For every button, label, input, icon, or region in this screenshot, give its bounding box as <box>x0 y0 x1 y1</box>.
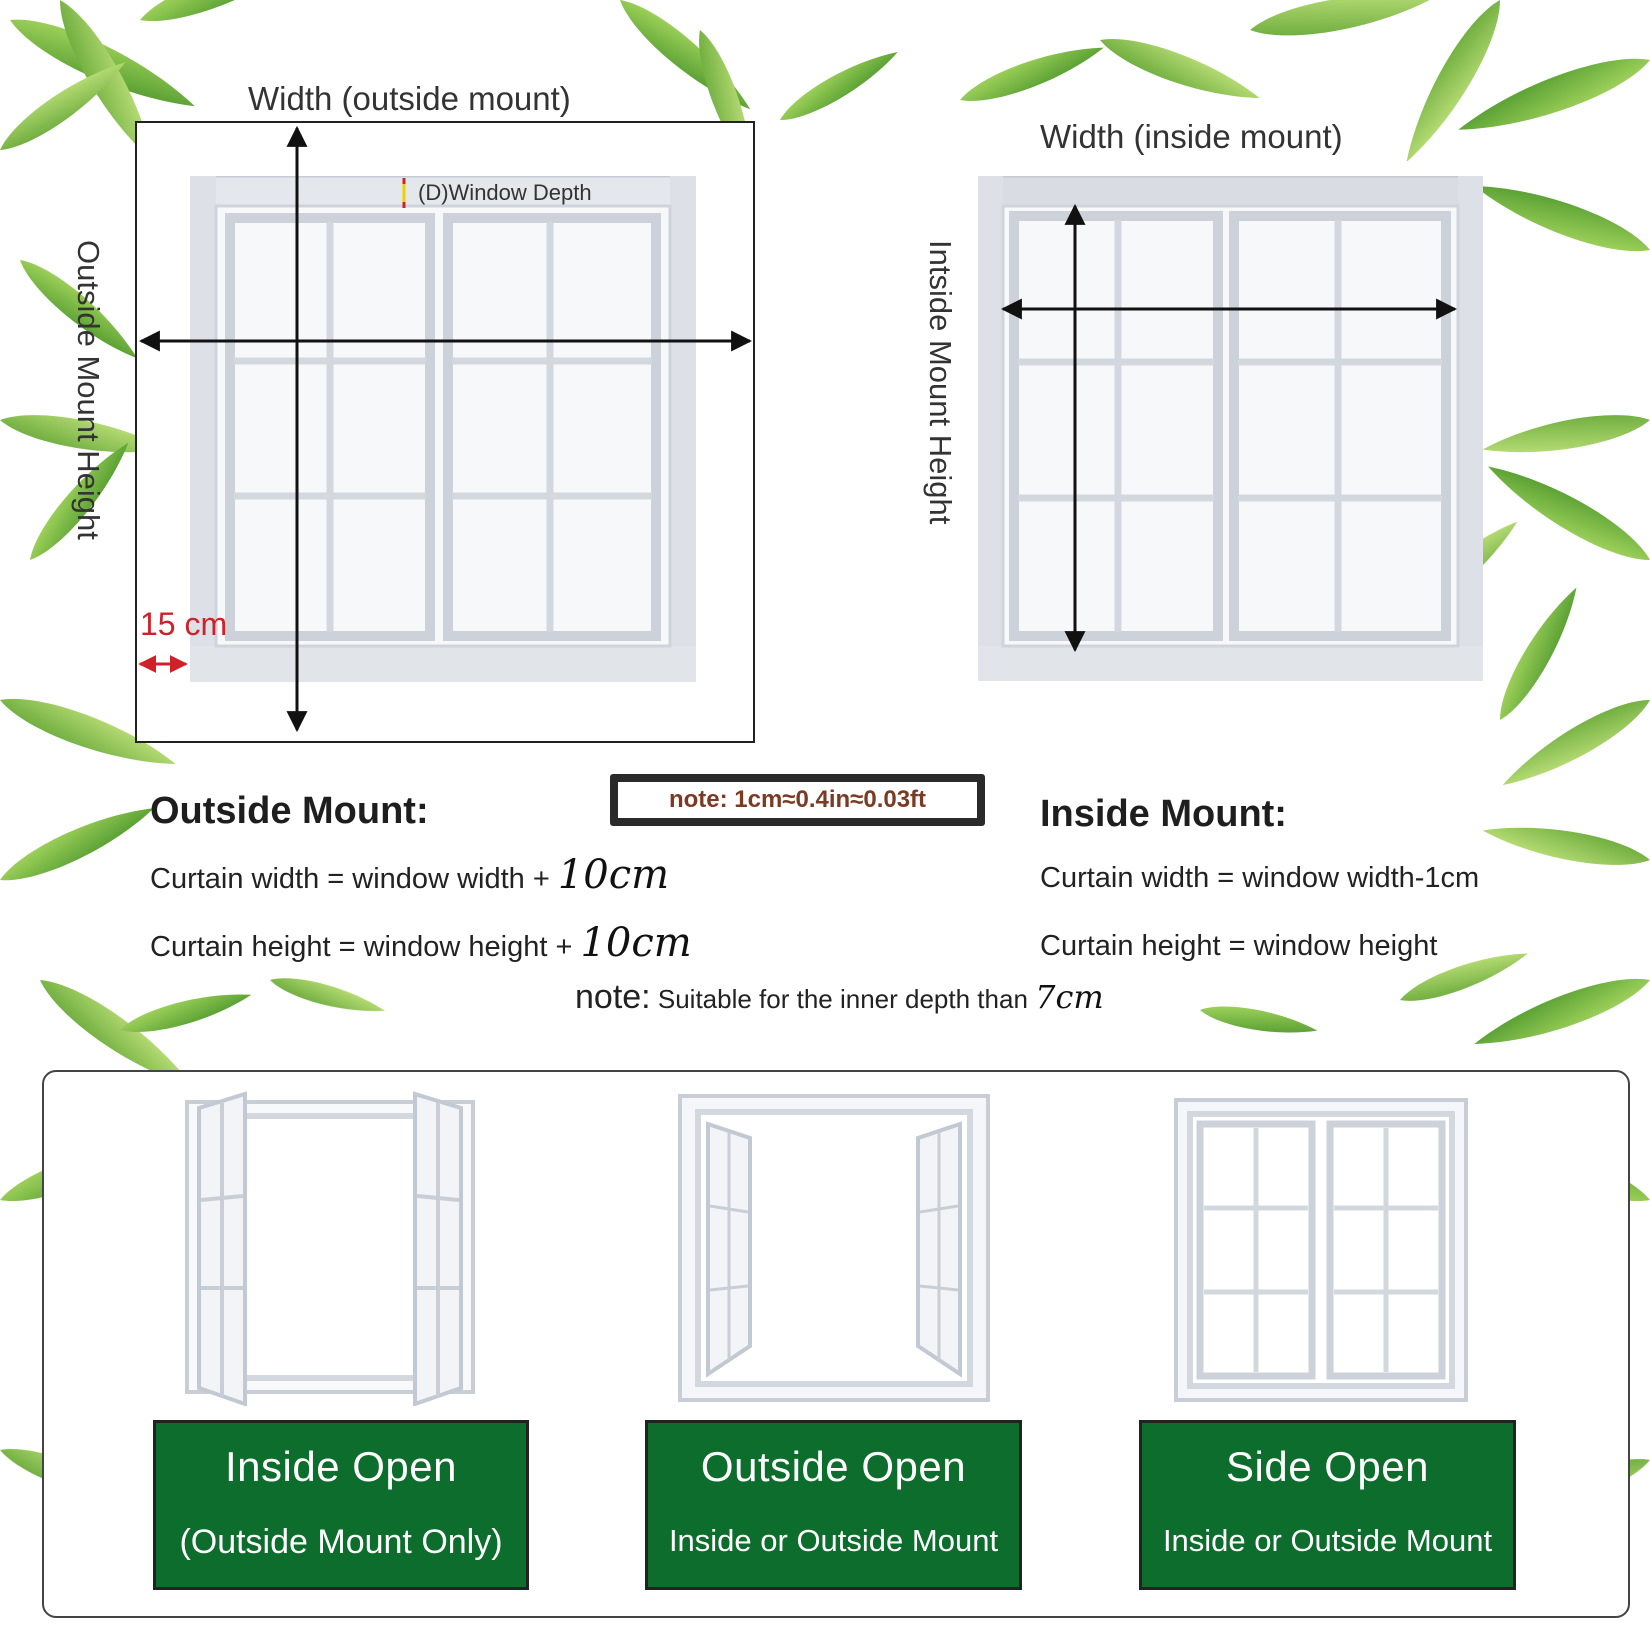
outside-height-label: Outside Mount Height <box>71 240 106 540</box>
outside-mount-heading: Outside Mount: <box>150 790 429 832</box>
window-depth-label: (D)Window Depth <box>418 180 592 205</box>
outside-open-window-icon <box>678 1094 990 1402</box>
outside-height-extra: 10cm <box>580 920 692 966</box>
inside-mount-heading: Inside Mount: <box>1040 793 1287 835</box>
outside-height-text: Curtain height = window height + <box>150 931 573 963</box>
outside-open-subtitle: Inside or Outside Mount <box>668 1523 999 1558</box>
inside-height-label: Intside Mount Height <box>923 240 958 525</box>
side-open-subtitle: Inside or Outside Mount <box>1162 1523 1493 1558</box>
margin-15cm-label: 15 cm <box>140 606 228 642</box>
outside-height-formula <box>150 920 692 966</box>
inside-height-formula: Curtain height = window height <box>1040 930 1438 962</box>
outside-width-extra: 10cm <box>557 852 670 898</box>
depth-note-prefix: note: <box>575 978 651 1016</box>
side-open-window-icon <box>1174 1098 1468 1402</box>
inside-open-subtitle: (Outside Mount Only) <box>179 1523 503 1561</box>
side-open-title: Side Open <box>1226 1443 1429 1490</box>
inside-open-window-icon <box>185 1088 475 1406</box>
inside-width-formula: Curtain width = window width-1cm <box>1040 862 1480 894</box>
inside-open-label <box>153 1420 529 1590</box>
conversion-note: note: 1cm≈0.4in≈0.03ft <box>610 774 985 826</box>
outside-open-title: Outside Open <box>700 1443 967 1490</box>
depth-note-value: 7cm <box>1035 978 1104 1016</box>
outside-width-formula <box>150 852 669 898</box>
outside-open-label <box>645 1420 1022 1590</box>
inside-open-title: Inside Open <box>225 1443 457 1490</box>
inside-width-label: Width (inside mount) <box>1040 118 1343 155</box>
depth-note-text: Suitable for the inner depth than <box>657 984 1028 1014</box>
depth-note <box>575 978 1104 1017</box>
side-open-label <box>1139 1420 1516 1590</box>
outside-width-label: Width (outside mount) <box>248 80 571 117</box>
outside-width-text: Curtain width = window width + <box>150 863 550 895</box>
